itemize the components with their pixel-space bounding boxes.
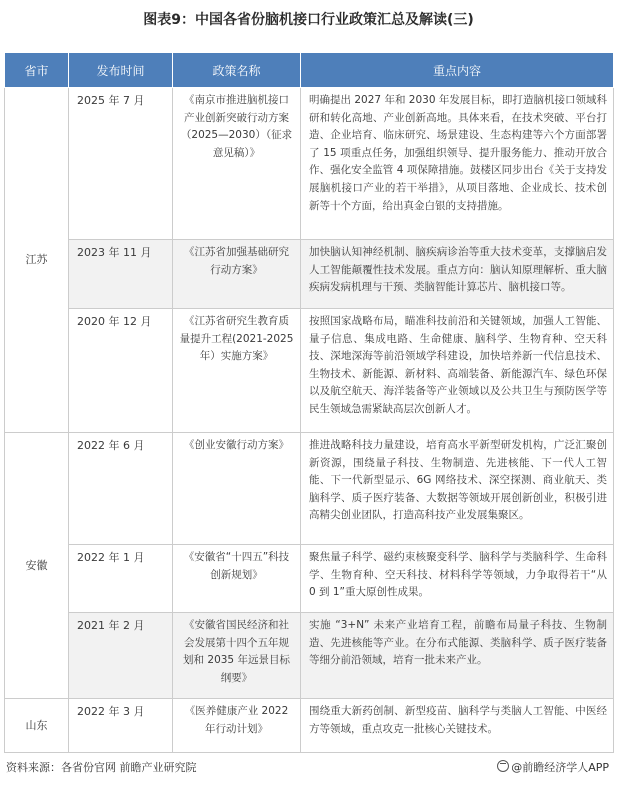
table-row [5, 545, 614, 613]
header-province: 省市 [5, 53, 69, 88]
table-row [5, 613, 614, 699]
content-cell: 围绕重大新药创制、新型疫苗、脑科学与类脑人工智能、中医经方等领域，重点攻克一批核心关键技术。 [301, 699, 614, 753]
date-cell: 2022 年 3 月 [69, 699, 173, 753]
date-cell: 2022 年 6 月 [69, 433, 173, 545]
province-cell-anhui: 安徽 [5, 433, 69, 699]
policy-table [4, 52, 614, 753]
brand-credit [497, 759, 609, 775]
table-row [5, 88, 614, 240]
content-cell: 加快脑认知神经机制、脑疾病诊治等重大技术变革，支撑脑启发人工智能颠覆性技术发展。重点方向：脑认知原理解析、重大脑疾病发病机理与干预、类脑智能计算芯片、脑机接口等。 [301, 240, 614, 309]
content-cell: 推进战略科技力量建设，培育高水平新型研发机构，广泛汇聚创新资源，围绕量子科技、生物制造、先进核能、下一代人工智能、下一代新型显示、6G 网络技术、深空探测、商业航天、类脑科学、质子医疗装备、大数据等领域开展创新创业，积极引进高精尖创业团队，打造高科技产业发展集聚区。 [301, 433, 614, 545]
header-key-content: 重点内容 [301, 53, 614, 88]
date-cell: 2020 年 12 月 [69, 309, 173, 433]
content-cell: 聚焦量子科学、磁约束核聚变科学、脑科学与类脑科学、生命科学、生物育种、空天科技、材料科学等领域，力争取得若干“从 0 到 1”重大原创性成果。 [301, 545, 614, 613]
policy-name-cell: 《安徽省“十四五”科技创新规划》 [173, 545, 301, 613]
policy-name-cell: 《安徽省国民经济和社会发展第十四个五年规划和 2035 年远景目标纲要》 [173, 613, 301, 699]
date-cell: 2021 年 2 月 [69, 613, 173, 699]
page-title: 图表9：中国各省份脑机接口行业政策汇总及解读(三) [143, 12, 474, 28]
table-row [5, 309, 614, 433]
header-policy-name: 政策名称 [173, 53, 301, 88]
table-row [5, 699, 614, 753]
content-cell: 实施 “3+N” 未来产业培育工程，前瞻布局量子科技、生物制造、先进核能等产业。在分布式能源、类脑科学、质子医疗装备等细分前沿领域，培育一批未来产业。 [301, 613, 614, 699]
date-cell: 2023 年 11 月 [69, 240, 173, 309]
policy-name-cell: 《南京市推进脑机接口产业创新突破行动方案（2025—2030）（征求意见稿）》 [173, 88, 301, 240]
table-row [5, 240, 614, 309]
policy-name-cell: 《创业安徽行动方案》 [173, 433, 301, 545]
policy-name-cell: 《江苏省加强基础研究行动方案》 [173, 240, 301, 309]
policy-name-cell: 《江苏省研究生教育质量提升工程(2021-2025 年）实施方案》 [173, 309, 301, 433]
table-header-row [5, 53, 614, 88]
brand-logo-icon [497, 760, 509, 772]
content-cell: 按照国家战略布局，瞄准科技前沿和关键领域，加强人工智能、量子信息、集成电路、生命健康、脑科学、生物育种、空天科技、深地深海等前沿领域学科建设，加快培养新一代信息技术、生物技术、新能源、新材料、高端装备、新能源汽车、绿色环保以及航空航天、海洋装备等产业领域以及公共卫生与预防医学等民生领域急需紧缺高层次创新人才。 [301, 309, 614, 433]
province-cell-jiangsu: 江苏 [5, 88, 69, 433]
table-row [5, 433, 614, 545]
source-note: 资料来源：各省份官网 前瞻产业研究院 [6, 761, 197, 774]
content-cell: 明确提出 2027 年和 2030 年发展目标，即打造脑机接口领域科研和转化高地、产业创新高地。具体来看，在技术突破、平台打造、企业培育、临床研究、场景建设、生态构建等六个方面部署了 15 项重点任务，加强组织领导、提升服务能力、推动开放合作、强化安全监管 4 项保障措施。鼓楼区同步出台《关于支持发展脑机接口产业的若干举措》，从项目落地、企业成长、技术创新等十个方面，给出真金白银的支持措施。 [301, 88, 614, 240]
date-cell: 2025 年 7 月 [69, 88, 173, 240]
province-cell-shandong: 山东 [5, 699, 69, 753]
header-date: 发布时间 [69, 53, 173, 88]
brand-credit-text: @前瞻经济学人APP [511, 761, 609, 774]
policy-name-cell: 《医养健康产业 2022 年行动计划》 [173, 699, 301, 753]
date-cell: 2022 年 1 月 [69, 545, 173, 613]
